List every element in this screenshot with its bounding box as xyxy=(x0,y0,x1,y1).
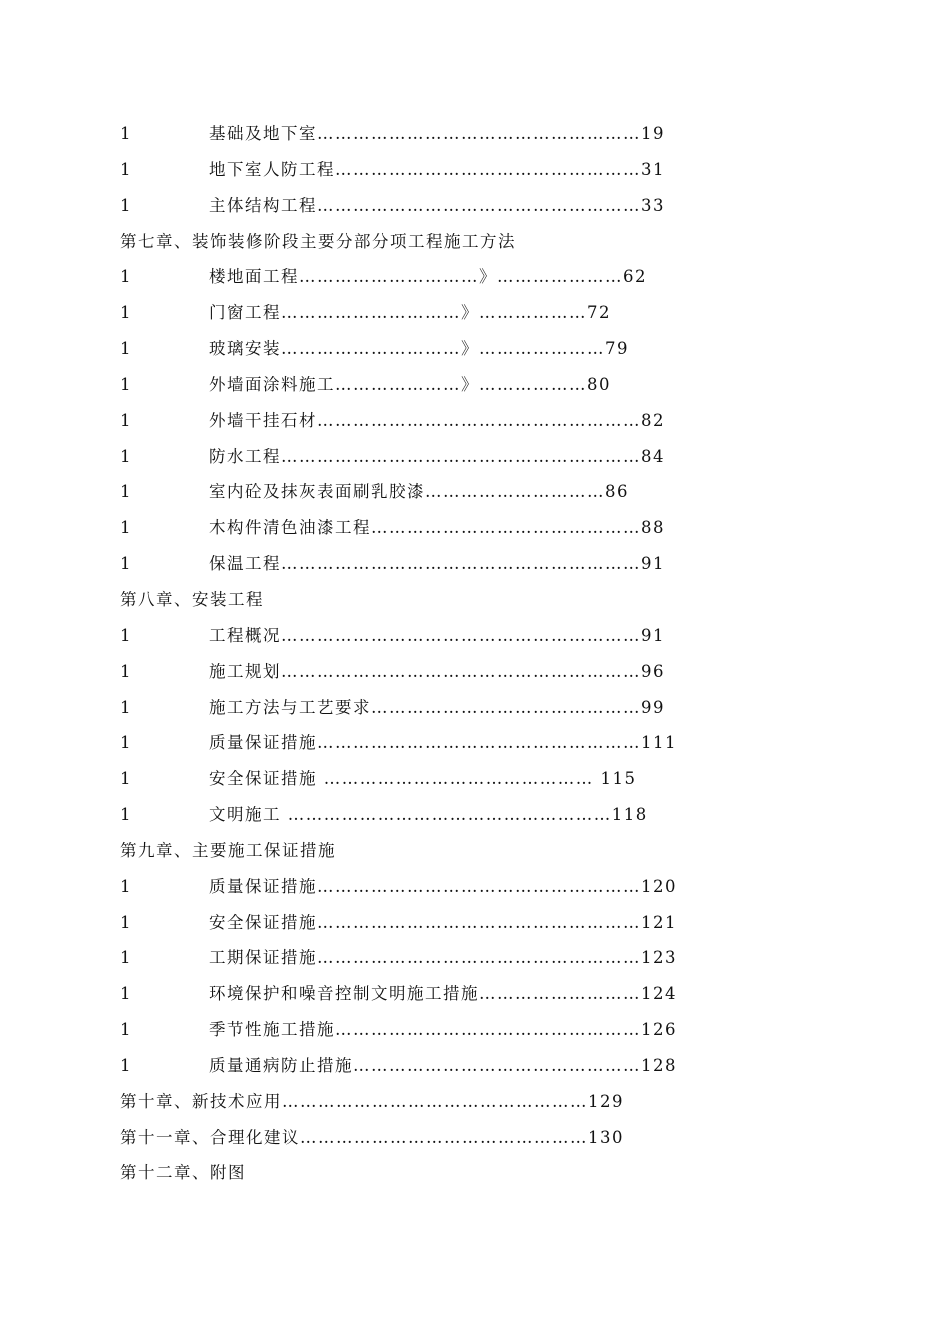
toc-chapter-heading xyxy=(120,224,720,260)
toc-entry-number: 1 xyxy=(120,912,132,932)
toc-entry-text: 文明施工 ………………………………………………118 xyxy=(209,805,648,825)
toc-entry-text: 安全保证措施 ……………………………………… 115 xyxy=(209,769,637,789)
toc-entry xyxy=(120,403,720,439)
toc-entry-text: 环境保护和噪音控制文明施工措施………………………124 xyxy=(209,984,677,1004)
toc-entry-text: 地下室人防工程……………………………………………31 xyxy=(209,159,665,179)
toc-entry-text: 外墙面涂料施工…………………》………………80 xyxy=(209,374,611,394)
toc-entry xyxy=(120,510,720,546)
toc-entry-text: 木构件清色油漆工程………………………………………88 xyxy=(209,518,665,538)
toc-chapter-heading xyxy=(120,1120,720,1156)
toc-entry xyxy=(120,188,720,224)
toc-entry-number: 1 xyxy=(120,303,132,323)
toc-entry-number: 1 xyxy=(120,697,132,717)
toc-entry xyxy=(120,474,720,510)
toc-entry-text: 外墙干挂石材………………………………………………82 xyxy=(209,410,665,430)
toc-entry xyxy=(120,761,720,797)
toc-entry xyxy=(120,546,720,582)
toc-chapter-heading xyxy=(120,1155,720,1191)
toc-entry-text: 楼地面工程…………………………》…………………62 xyxy=(209,267,647,287)
toc-entry-number: 1 xyxy=(120,1055,132,1075)
toc-entry-text: 季节性施工措施……………………………………………126 xyxy=(209,1020,677,1040)
toc-entry-number: 1 xyxy=(120,554,132,574)
toc-entry-text: 质量通病防止措施…………………………………………128 xyxy=(209,1055,677,1075)
chapter-title: 第八章、安装工程 xyxy=(120,589,264,609)
chapter-title: 第十一章、合理化建议…………………………………………130 xyxy=(120,1127,624,1147)
toc-entry-text: 室内砼及抹灰表面刷乳胶漆…………………………86 xyxy=(209,482,629,502)
toc-entry xyxy=(120,295,720,331)
toc-entry xyxy=(120,690,720,726)
toc-entry xyxy=(120,940,720,976)
toc-entry-text: 工期保证措施………………………………………………123 xyxy=(209,948,677,968)
toc-entry-number: 1 xyxy=(120,124,132,143)
toc-entry-text: 保温工程……………………………………………………91 xyxy=(209,554,665,574)
toc-entry xyxy=(120,905,720,941)
toc-entry-number: 1 xyxy=(120,374,132,394)
toc-entry xyxy=(120,152,720,188)
toc-entry-number: 1 xyxy=(120,159,132,179)
toc-entry xyxy=(120,367,720,403)
toc-entry-number: 1 xyxy=(120,661,132,681)
toc-entry-text: 安全保证措施………………………………………………121 xyxy=(209,912,677,932)
toc-entry-number: 1 xyxy=(120,482,132,502)
toc-entry xyxy=(120,725,720,761)
toc-entry xyxy=(120,116,720,152)
toc-entry-number: 1 xyxy=(120,948,132,968)
table-of-contents xyxy=(120,116,720,1191)
toc-entry xyxy=(120,618,720,654)
toc-entry xyxy=(120,439,720,475)
toc-entry xyxy=(120,1048,720,1084)
toc-entry-text: 质量保证措施………………………………………………120 xyxy=(209,876,677,896)
toc-entry-text: 质量保证措施………………………………………………111 xyxy=(209,733,677,753)
toc-entry-number: 1 xyxy=(120,339,132,359)
toc-entry xyxy=(120,331,720,367)
toc-entry-number: 1 xyxy=(120,518,132,538)
chapter-title: 第十章、新技术应用……………………………………………129 xyxy=(120,1091,624,1111)
toc-entry xyxy=(120,797,720,833)
toc-entry-number: 1 xyxy=(120,1020,132,1040)
toc-entry-number: 1 xyxy=(120,267,132,287)
toc-entry-number: 1 xyxy=(120,410,132,430)
toc-entry-text: 门窗工程…………………………》………………72 xyxy=(209,303,611,323)
toc-entry xyxy=(120,654,720,690)
toc-entry-text: 玻璃安装…………………………》…………………79 xyxy=(209,339,629,359)
toc-entry-number: 1 xyxy=(120,876,132,896)
toc-entry-number: 1 xyxy=(120,769,132,789)
toc-chapter-heading xyxy=(120,582,720,618)
toc-entry xyxy=(120,1012,720,1048)
toc-entry xyxy=(120,259,720,295)
toc-entry-number: 1 xyxy=(120,195,132,215)
toc-entry-number: 1 xyxy=(120,625,132,645)
toc-entry-number: 1 xyxy=(120,984,132,1004)
toc-entry-text: 工程概况……………………………………………………91 xyxy=(209,625,665,645)
toc-entry-number: 1 xyxy=(120,805,132,825)
toc-entry-number: 1 xyxy=(120,733,132,753)
toc-entry xyxy=(120,976,720,1012)
toc-chapter-heading xyxy=(120,833,720,869)
chapter-title: 第十二章、附图 xyxy=(120,1163,246,1183)
chapter-title: 第九章、主要施工保证措施 xyxy=(120,840,336,860)
toc-entry-number: 1 xyxy=(120,446,132,466)
toc-entry-text: 施工方法与工艺要求………………………………………99 xyxy=(209,697,665,717)
toc-entry-text: 防水工程……………………………………………………84 xyxy=(209,446,665,466)
toc-entry xyxy=(120,869,720,905)
toc-chapter-heading xyxy=(120,1084,720,1120)
chapter-title: 第七章、装饰装修阶段主要分部分项工程施工方法 xyxy=(120,231,516,251)
toc-entry-text: 主体结构工程………………………………………………33 xyxy=(209,195,665,215)
toc-entry-text: 基础及地下室………………………………………………19 xyxy=(209,124,665,143)
toc-entry-text: 施工规划……………………………………………………96 xyxy=(209,661,665,681)
